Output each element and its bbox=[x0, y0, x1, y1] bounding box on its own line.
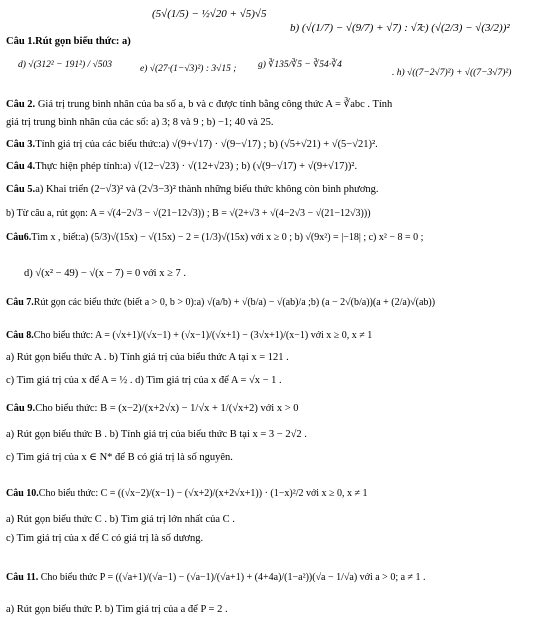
question-11: Câu 11. Cho biểu thức P = ((√a+1)/(√a−1) − (√a−1)/(√a+1) + (4+4a)/(1−a²))(√a − 1/√a) với a > 0; a ≠ 1 . bbox=[6, 572, 426, 583]
question-8: Câu 8.Cho biểu thức: A = (√x+1)/(√x−1) + (√x−1)/(√x+1) − (3√x+1)/(x−1) với x ≥ 0, x ≠ 1 bbox=[6, 330, 373, 341]
question-1-part-c: c) (√(2/3) − √(3/2))² bbox=[420, 22, 510, 34]
question-3: Câu 3.Tính giá trị của các biểu thức:a) √(9+√17) · √(9−√17) ; b) (√5+√21) + √(5−√21)². bbox=[6, 139, 378, 150]
question-1-part-b: b) (√(1/7) − √(9/7) + √7) : √7 bbox=[290, 22, 423, 34]
question-1-part-a: (5√(1/5) − ½√20 + √5)√5 bbox=[152, 8, 267, 20]
question-9: Câu 9.Cho biểu thức: B = (x−2)/(x+2√x) − 1/√x + 1/(√x+2) với x > 0 bbox=[6, 403, 299, 414]
question-11-parts-ab: a) Rút gọn biểu thức P. b) Tìm giá trị của a để P = 2 . bbox=[6, 604, 228, 615]
question-10: Câu 10.Cho biểu thức: C = ((√x−2)/(x−1) − (√x+2)/(x+2√x+1)) · (1−x)²/2 với x ≥ 0, x ≠ 1 bbox=[6, 488, 368, 499]
question-1-part-g: g) ∛135/∛5 − ∛54·∛4 bbox=[258, 60, 342, 70]
question-8-parts-ab: a) Rút gọn biểu thức A . b) Tính giá trị của biểu thức A tại x = 121 . bbox=[6, 352, 289, 363]
question-5-part-a: Câu 5.a) Khai triển (2−√3)² và (2√3−3)² thành những biểu thức không còn bình phương. bbox=[6, 184, 379, 195]
question-1-line-1 bbox=[6, 36, 131, 48]
question-5-part-b: b) Từ câu a, rút gọn: A = √(4−2√3 − √(21−12√3)) ; B = √(2+√3 + √(4−2√3 − √(21−12√3))) bbox=[6, 208, 371, 219]
question-1-part-e: e) √(27·(1−√3)²) : 3√15 ; bbox=[140, 64, 237, 74]
question-2-line-2: giá trị trung bình nhân của các số: a) 3; 8 và 9 ; b) −1; 40 và 25. bbox=[6, 117, 274, 128]
question-10-parts-ab: a) Rút gọn biểu thức C . b) Tìm giá trị lớn nhất của C . bbox=[6, 514, 235, 525]
question-9-parts-ab: a) Rút gọn biểu thức B . b) Tính giá trị của biểu thức B tại x = 3 − 2√2 . bbox=[6, 429, 307, 440]
question-1-label: Câu 1.Rút gọn biểu thức: a) bbox=[6, 36, 131, 47]
question-2-line-1: Câu 2. Giá trị trung bình nhân của ba số a, b và c được tính bằng công thức A = ∛abc . Tính bbox=[6, 99, 393, 110]
question-8-parts-cd: c) Tìm giá trị của x để A = ½ . d) Tìm giá trị của x để A = √x − 1 . bbox=[6, 375, 282, 386]
question-1-part-h: . h) √((7−2√7)²) + √((7−3√7)²) bbox=[392, 68, 512, 78]
question-1-part-d: d) √(312² − 191²) / √503 bbox=[18, 60, 113, 70]
question-7: Câu 7.Rút gọn các biểu thức (biết a > 0, b > 0):a) √(a/b) + √(b/a) − √(ab)/a ;b) (a − 2√(b/a))(a + (2/a)√(ab)) bbox=[6, 297, 436, 308]
question-4: Câu 4.Thực hiện phép tính:a) √(12−√23) · √(12+√23) ; b) (√(9−√17) + √(9+√17))². bbox=[6, 161, 358, 172]
question-10-part-c: c) Tìm giá trị của x để C có giá trị là số dương. bbox=[6, 533, 204, 544]
question-6-part-d: d) √(x² − 49) − √(x − 7) = 0 với x ≥ 7 . bbox=[24, 268, 186, 279]
question-6-line-1: Câu6.Tìm x , biết:a) (5/3)√(15x) − √(15x) − 2 = (1/3)√(15x) với x ≥ 0 ; b) √(9x²) = |−18| ; c) x² − 8 = 0 ; bbox=[6, 232, 424, 243]
question-9-part-c: c) Tìm giá trị của x ∈ N* để B có giá trị là số nguyên. bbox=[6, 452, 233, 463]
